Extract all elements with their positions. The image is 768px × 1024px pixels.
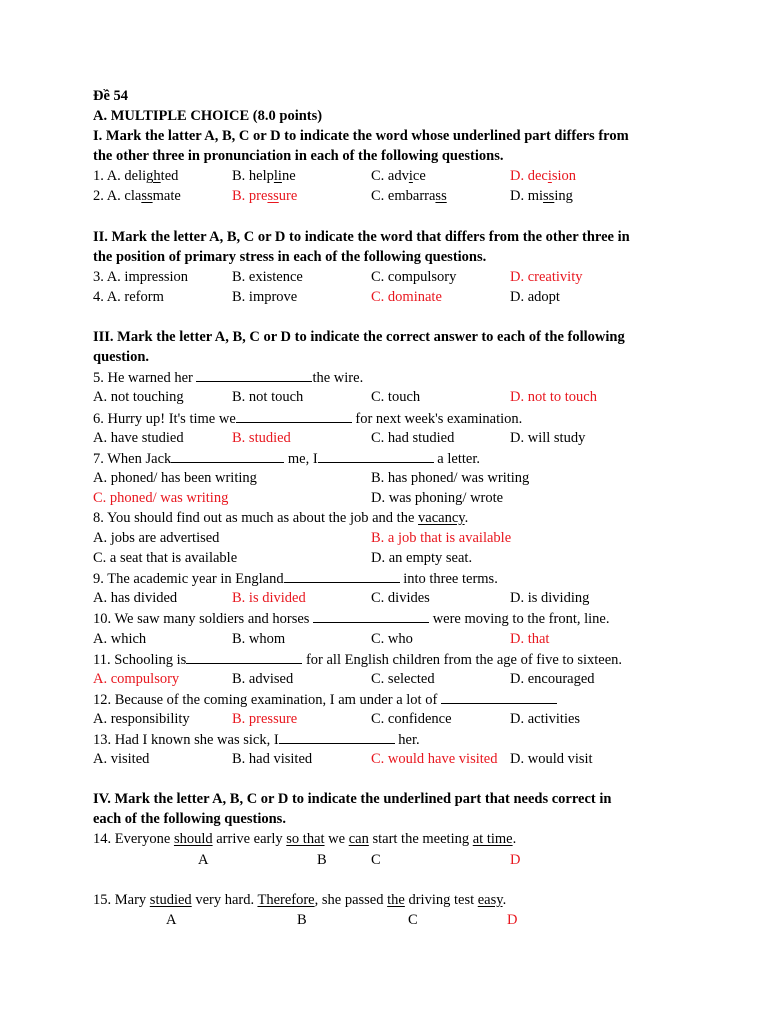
q10-option-c: C. who <box>371 630 413 647</box>
q1-option-a: 1. A. delighted <box>93 168 179 185</box>
spacer <box>93 870 693 890</box>
q4-option-c-answer: C. dominate <box>371 288 442 305</box>
question-10-stem: 10. We saw many soldiers and horses were moving to the front, line. <box>93 608 693 628</box>
q12-option-b-answer: B. pressure <box>232 710 298 727</box>
q15-marker-d-answer: D <box>507 911 518 928</box>
q11-option-d: D. encouraged <box>510 670 595 687</box>
answer-blank <box>186 649 302 664</box>
q5-option-c: C. touch <box>371 389 421 406</box>
question-3 <box>93 267 693 287</box>
question-12-options <box>93 709 693 729</box>
q4-option-a: 4. A. reform <box>93 288 164 305</box>
question-4 <box>93 287 693 307</box>
section-4-instruction-line-1: IV. Mark the letter A, B, C or D to indicate the underlined part that needs correct in <box>93 791 612 808</box>
answer-blank <box>441 689 557 704</box>
q6-option-b-answer: B. studied <box>232 429 291 446</box>
q8-option-a: A. jobs are advertised <box>93 530 220 547</box>
q15-marker-a: A <box>166 911 177 928</box>
question-8-stem: 8. You should find out as much as about the job and the vacancy. <box>93 509 469 526</box>
q2-option-a: 2. A. classmate <box>93 188 181 205</box>
q6-option-c: C. had studied <box>371 429 455 446</box>
spacer <box>93 207 693 227</box>
section-2-instruction-line-2: the position of primary stress in each of the following questions. <box>93 248 487 265</box>
question-15-sentence: 15. Mary studied very hard. Therefore, she passed the driving test easy. <box>93 891 507 908</box>
q8-option-b-answer: B. a job that is available <box>371 530 512 547</box>
question-15-markers <box>93 910 693 930</box>
q11-option-a-answer: A. compulsory <box>93 670 180 687</box>
question-9-options <box>93 588 693 608</box>
q7-option-c-answer: C. phoned/ was writing <box>93 489 229 506</box>
q2-option-b-answer: B. pressure <box>232 188 298 205</box>
question-7-options-row-2 <box>93 488 693 508</box>
question-11-stem: 11. Schooling is for all English children from the age of five to sixteen. <box>93 649 693 669</box>
answer-blank <box>236 408 352 423</box>
q13-option-c-answer: C. would have visited <box>371 751 498 768</box>
section-2-instruction-line-1: II. Mark the letter A, B, C or D to indicate the word that differs from the other three in <box>93 228 630 245</box>
q9-option-b-answer: B. is divided <box>232 590 306 607</box>
q11-option-b: B. advised <box>232 670 294 687</box>
spacer <box>93 769 693 789</box>
q13-option-b: B. had visited <box>232 751 313 768</box>
q2-option-c: C. embarrass <box>371 188 447 205</box>
section-1-instruction-line-1: I. Mark the latter A, B, C or D to indicate the word whose underlined part differs from <box>93 128 629 145</box>
question-6-stem: 6. Hurry up! It's time we for next week's examination. <box>93 408 693 428</box>
q7-option-a: A. phoned/ has been writing <box>93 469 257 486</box>
q9-option-a: A. has divided <box>93 590 178 607</box>
q10-option-b: B. whom <box>232 630 286 647</box>
q12-option-a: A. responsibility <box>93 710 190 727</box>
q5-option-a: A. not touching <box>93 389 184 406</box>
section-4-instruction-line-2: each of the following questions. <box>93 811 286 828</box>
q9-option-d: D. is dividing <box>510 590 590 607</box>
q3-option-a: 3. A. impression <box>93 268 189 285</box>
section-1-instruction-line-2: the other three in pronunciation in each of the following questions. <box>93 148 504 165</box>
exam-page <box>93 86 693 930</box>
q10-option-a: A. which <box>93 630 147 647</box>
section-3-instruction-line-2: question. <box>93 349 150 366</box>
answer-blank <box>196 367 312 382</box>
q14-marker-b: B <box>317 851 327 868</box>
q3-option-c: C. compulsory <box>371 268 457 285</box>
q1-option-c: C. advice <box>371 168 426 185</box>
q14-marker-c: C <box>371 851 381 868</box>
question-10-options <box>93 629 693 649</box>
question-2 <box>93 186 693 206</box>
q5-option-d-answer: D. not to touch <box>510 389 597 406</box>
question-6-options <box>93 428 693 448</box>
answer-blank <box>318 448 434 463</box>
question-8-options-row-2 <box>93 548 693 568</box>
q12-option-d: D. activities <box>510 710 581 727</box>
question-9-stem: 9. The academic year in England into three terms. <box>93 568 693 588</box>
question-14-markers <box>93 850 693 870</box>
q2-option-d: D. missing <box>510 188 573 205</box>
question-1 <box>93 166 693 186</box>
q15-marker-c: C <box>408 911 418 928</box>
q13-option-d: D. would visit <box>510 751 593 768</box>
exam-number: Đề 54 <box>93 88 129 104</box>
q13-option-a: A. visited <box>93 751 150 768</box>
question-12-stem: 12. Because of the coming examination, I am under a lot of <box>93 689 693 709</box>
q6-option-d: D. will study <box>510 429 586 446</box>
q15-marker-b: B <box>297 911 307 928</box>
question-11-options <box>93 669 693 689</box>
q4-option-d: D. adopt <box>510 288 560 305</box>
answer-blank <box>284 568 400 583</box>
q6-option-a: A. have studied <box>93 429 184 446</box>
question-7-options-row-1 <box>93 468 693 488</box>
question-7-stem: 7. When Jack me, I a letter. <box>93 448 693 468</box>
q7-option-b: B. has phoned/ was writing <box>371 469 530 486</box>
part-a-heading: A. MULTIPLE CHOICE (8.0 points) <box>93 108 323 125</box>
q1-option-b: B. helpline <box>232 168 296 185</box>
section-3-instruction-line-1: III. Mark the letter A, B, C or D to indicate the correct answer to each of the following <box>93 329 625 346</box>
q3-option-d-answer: D. creativity <box>510 268 583 285</box>
q1-option-d-answer: D. decision <box>510 168 577 185</box>
answer-blank <box>279 729 395 744</box>
question-13-options <box>93 749 693 769</box>
question-8-options-row-1 <box>93 528 693 548</box>
answer-blank <box>313 608 429 623</box>
q5-option-b: B. not touch <box>232 389 304 406</box>
q8-option-c: C. a seat that is available <box>93 550 238 567</box>
q14-marker-a: A <box>198 851 209 868</box>
q10-option-d-answer: D. that <box>510 630 550 647</box>
question-5-options <box>93 387 693 407</box>
q9-option-c: C. divides <box>371 590 430 607</box>
q8-option-d: D. an empty seat. <box>371 550 473 567</box>
question-14-sentence: 14. Everyone should arrive early so that we can start the meeting at time. <box>93 831 517 848</box>
q4-option-b: B. improve <box>232 288 298 305</box>
answer-blank <box>171 448 284 463</box>
q3-option-b: B. existence <box>232 268 303 285</box>
spacer <box>93 307 693 327</box>
question-5-stem: 5. He warned her the wire. <box>93 367 693 387</box>
q12-option-c: C. confidence <box>371 710 452 727</box>
q7-option-d: D. was phoning/ wrote <box>371 489 504 506</box>
q14-marker-d-answer: D <box>510 851 521 868</box>
question-13-stem: 13. Had I known she was sick, I her. <box>93 729 693 749</box>
q11-option-c: C. selected <box>371 670 435 687</box>
